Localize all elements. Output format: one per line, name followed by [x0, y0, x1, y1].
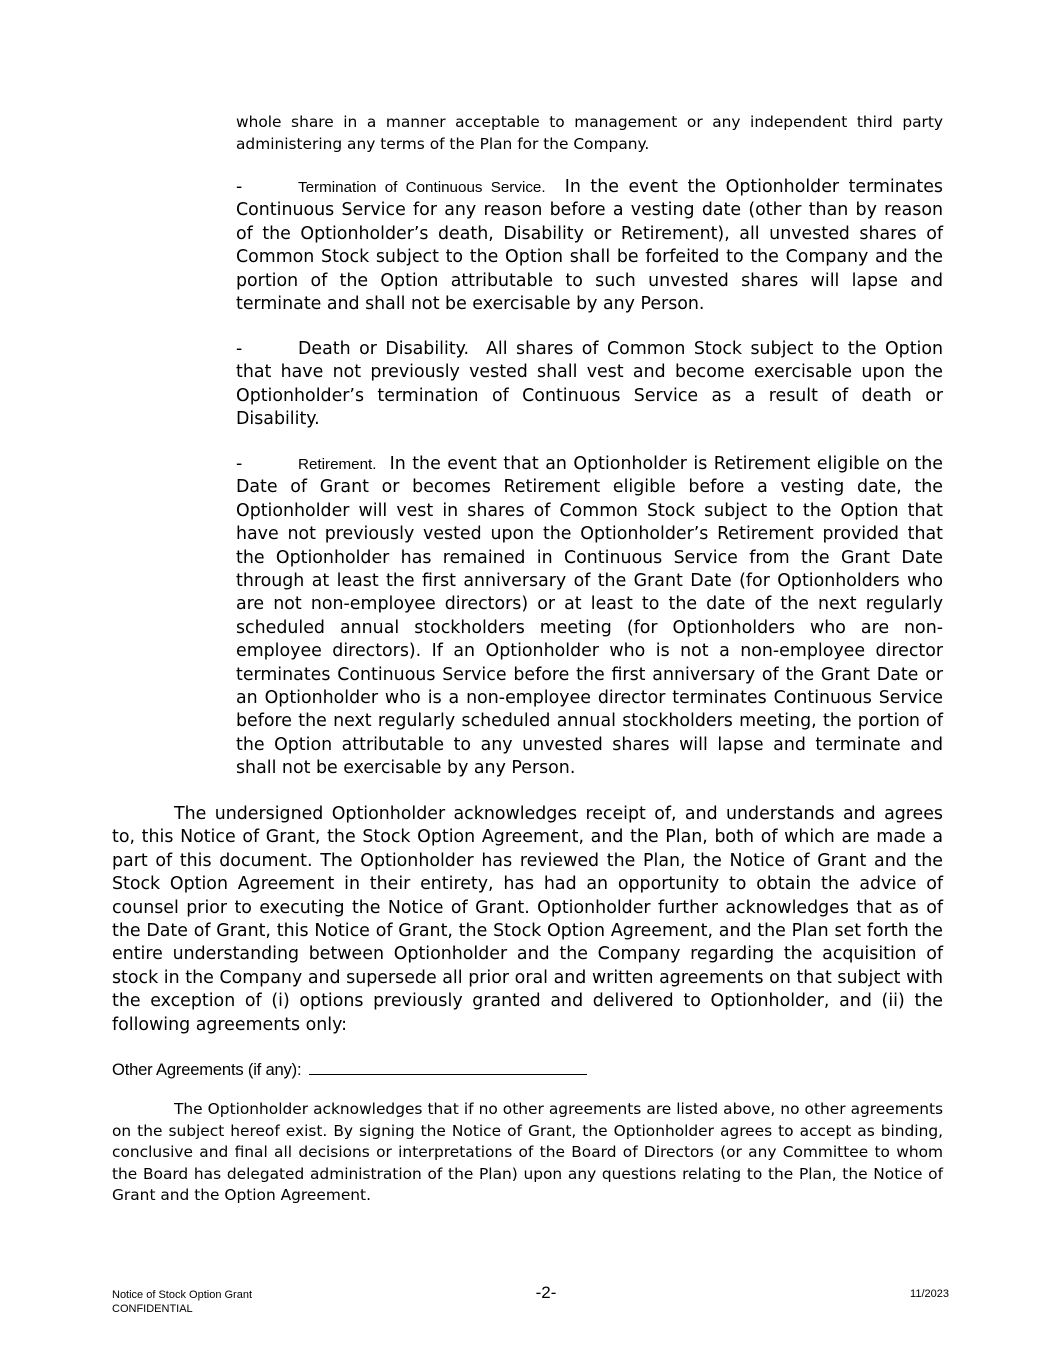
footer-date: 11/2023 [910, 1288, 949, 1300]
bullet-termination [236, 176, 943, 316]
other-agreements-blank[interactable] [309, 1058, 587, 1075]
footer-left [112, 1288, 252, 1316]
continuation-paragraph: whole share in a manner acceptable to management or any independent third party administering any terms of the Plan for the Company. [236, 113, 943, 153]
bullet-heading: Retirement. [298, 456, 377, 473]
other-agreements-label: Other Agreements (if any): [112, 1060, 302, 1079]
other-agreements-row [112, 1058, 587, 1080]
footer-title: Notice of Stock Option Grant [112, 1289, 253, 1301]
bullet-death-disability [236, 338, 943, 432]
bullet-dash: - [236, 454, 243, 474]
page-number: -2- [535, 1283, 557, 1302]
acknowledgment-paragraph: The undersigned Optionholder acknowledges receipt of, and understands and agrees to, this Notice of Grant, the Stock Option Agreement, and the Plan, both of which are made a part of this document. The Optionholder has reviewed the Plan, the Notice of Grant and the Stock Option Agreement in their entirety, has had an opportunity to obtain the advice of counsel prior to executing the Notice of Grant. Optionholder further acknowledges that as of the Date of Grant, this Notice of Grant, the Stock Option Agreement, and the Plan set forth the entire understanding between Optionholder and the Company regarding the acquisition of stock in the Company and supersede all prior oral and written agreements on that subject with the exception of (i) options previously granted and delivered to Optionholder, and (ii) the following agreements only: [112, 804, 943, 1035]
bullet-text: In the event the Optionholder terminates Continuous Service for any reason before a vesting date (other than by reason of the Optionholder’s death, Disability or Retirement), all unvested shares of Common Stock subject to the Option shall be forfeited to the Company and the portion of the Option attributable to such unvested shares will lapse and terminate and shall not be exercisable by any Person. [236, 177, 943, 315]
bullet-dash: - [236, 177, 243, 197]
bullet-text: In the event that an Optionholder is Retirement eligible on the Date of Grant or becomes Retirement eligible before a vesting date, the Optionholder will vest in shares of Common Stock subject to the Option that have not previously vested upon the Optionholder’s Retirement provided that the Optionholder has remained in Continuous Service from the Grant Date through at least the first anniversary of the Grant Date (for Optionholders who are not non-employee directors) or at least to the date of the next regularly scheduled annual stockholders meeting (for Optionholders who are non-employee directors). If an Optionholder who is not a non-employee director terminates Continuous Service before the first anniversary of the Grant Date or an Optionholder who is a non-employee director terminates Continuous Service before the next regularly scheduled annual stockholders meeting, the portion of the Option attributable to any unvested shares will lapse and terminate and shall not be exercisable by any Person. [236, 454, 943, 779]
bullet-heading: Death or Disability. [298, 339, 469, 359]
footer-confidential: CONFIDENTIAL [112, 1303, 193, 1315]
bullet-retirement [236, 453, 943, 781]
bullet-heading: Termination of Continuous Service. [298, 179, 546, 196]
bullet-text: All shares of Common Stock subject to the Option that have not previously vested shall vest and become exercisable upon the Optionholder’s termination of Continuous Service as a result of death or Disability. [236, 339, 944, 430]
bullet-dash: - [236, 339, 243, 359]
final-paragraph: The Optionholder acknowledges that if no other agreements are listed above, no other agreements on the subject hereof exist. By signing the Notice of Grant, the Optionholder agrees to accept as binding, conclusive and final all decisions or interpretations of the Board of Directors (or any Committee to whom the Board has delegated administration of the Plan) upon any questions relating to the Plan, the Notice of Grant and the Option Agreement. [112, 1100, 943, 1204]
